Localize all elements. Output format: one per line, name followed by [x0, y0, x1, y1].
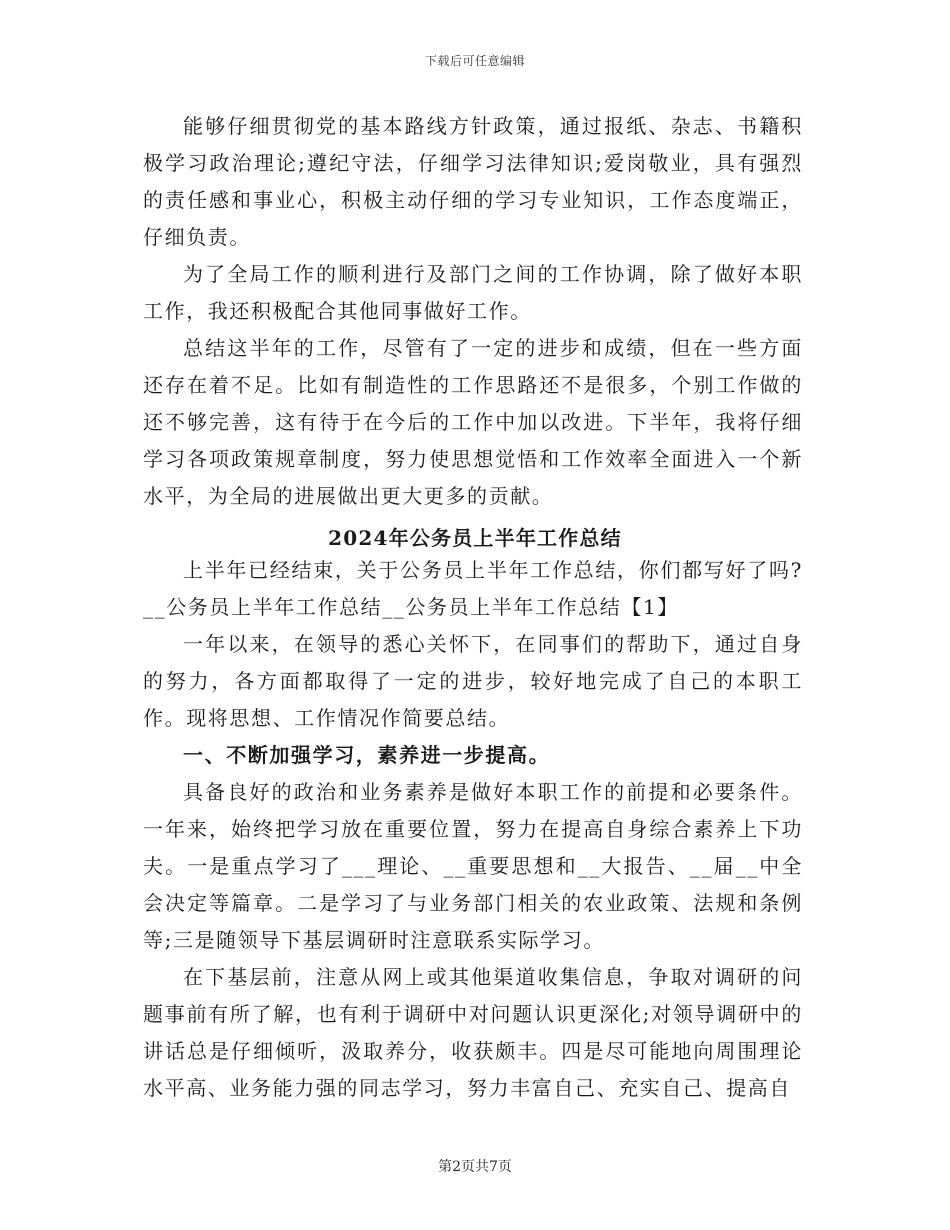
paragraph-7: 在下基层前，注意从网上或其他渠道收集信息，争取对调研的问题事前有所了解，也有利于调研中对问题认识更深化;对领导调研中的讲话总是仔细倾听，汲取养分，收获颇丰。四是尽可能地向周围理论水平高、业务能力强的同志学习，努力丰富自己、充实自己、提高自: [143, 965, 803, 1100]
page-footer: 第2页共7页: [438, 1159, 512, 1175]
paragraph-2: 为了全局工作的顺利进行及部门之间的工作协调，除了做好本职工作，我还积极配合其他同事做好工作。: [143, 262, 803, 323]
paragraph-3: 总结这半年的工作，尽管有了一定的进步和成绩，但在一些方面还存在着不足。比如有制造性的工作思路还不是很多，个别工作做的还不够完善，这有待于在今后的工作中加以改进。下半年，我将仔细学习各项政策规章制度，努力使思想觉悟和工作效率全面进入一个新水平，为全局的进展做出更大更多的贡献。: [143, 336, 803, 508]
paragraph-1: 能够仔细贯彻党的基本路线方针政策，通过报纸、杂志、书籍积极学习政治理论;遵纪守法，仔细学习法律知识;爱岗敬业，具有强烈的责任感和事业心，积极主动仔细的学习专业知识，工作态度端正，仔细负责。: [143, 114, 803, 249]
subheading-1: 一、不断加强学习，素养进一步提高。: [183, 743, 551, 767]
section-title: 2024年公务员上半年工作总结: [328, 526, 622, 550]
page-header: 下载后可任意编辑: [424, 54, 525, 68]
paragraph-4: 上半年已经结束，关于公务员上半年工作总结，你们都写好了吗?__公务员上半年工作总结__公务员上半年工作总结【1】: [143, 558, 803, 619]
paragraph-5: 一年以来，在领导的悉心关怀下，在同事们的帮助下，通过自身的努力，各方面都取得了一定的进步，较好地完成了自己的本职工作。现将思想、工作情况作简要总结。: [143, 632, 803, 730]
paragraph-6: 具备良好的政治和业务素养是做好本职工作的前提和必要条件。一年来，始终把学习放在重要位置，努力在提高自身综合素养上下功夫。一是重点学习了___理论、__重要思想和__大报告、__届__中全会决定等篇章。二是学习了与业务部门相关的农业政策、法规和条例等;三是随领导下基层调研时注意联系实际学习。: [143, 780, 803, 952]
